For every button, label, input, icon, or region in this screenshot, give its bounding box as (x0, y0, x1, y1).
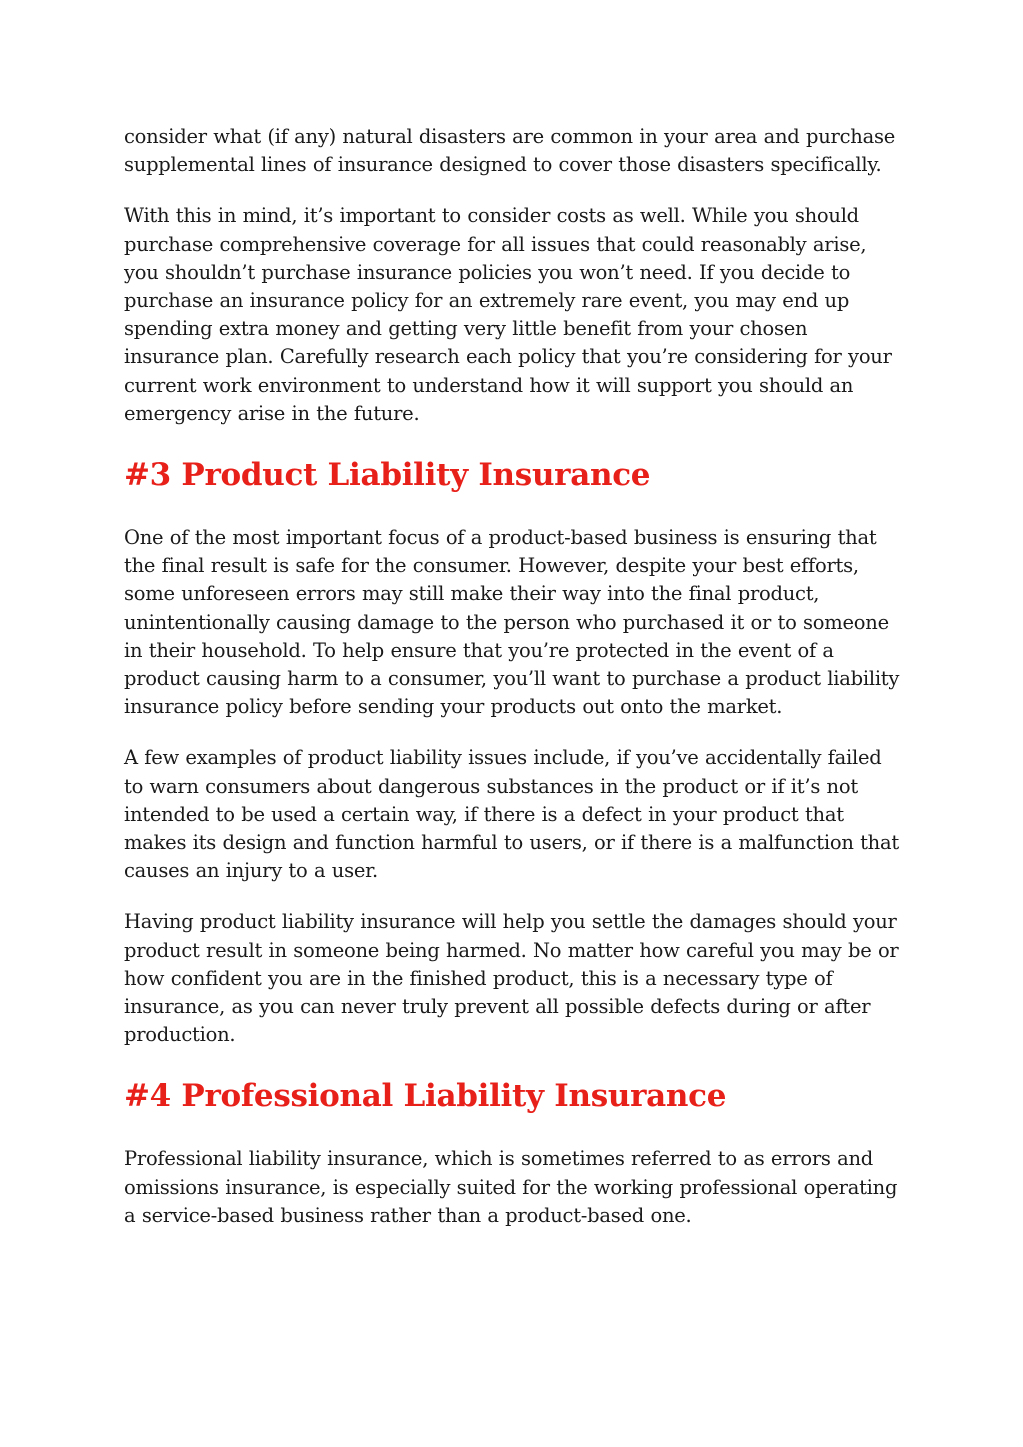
section-heading-professional-liability: #4 Professional Liability Insurance (124, 1078, 727, 1115)
body-paragraph: A few examples of product liability issues include, if you’ve accidentally failed to warn consumers about dangerous substances in the product or if it’s not intended to be used a certain way, if there is a defect in your product that makes its design and function harmful to users, or if there is a malfunction that causes an injury to a user. (124, 746, 899, 883)
document-page (124, 123, 904, 1230)
body-paragraph: One of the most important focus of a product-based business is ensuring that the final result is safe for the consumer. However, despite your best efforts, some unforeseen errors may still make their way into the final product, unintentionally causing damage to the person who purchased it or to someone in their household. To help ensure that you’re protected in the event of a product causing harm to a consumer, you’ll want to purchase a product liability insurance policy before sending your products out onto the market. (124, 526, 900, 719)
body-paragraph: Having product liability insurance will help you settle the damages should your product result in someone being harmed. No matter how careful you may be or how confident you are in the finished product, this is a necessary type of insurance, as you can never truly prevent all possible defects during or after production. (124, 910, 899, 1047)
body-paragraph: Professional liability insurance, which is sometimes referred to as errors and omissions insurance, is especially suited for the working professional operating a service-based business rather than a product-based one. (124, 1147, 898, 1227)
section-heading-product-liability: #3 Product Liability Insurance (124, 457, 651, 494)
body-paragraph: With this in mind, it’s important to consider costs as well. While you should purchase comprehensive coverage for all issues that could reasonably arise, you shouldn’t purchase insurance policies you won’t need. If you decide to purchase an insurance policy for an extremely rare event, you may end up spending extra money and getting very little benefit from your chosen insurance plan. Carefully research each policy that you’re considering for your current work environment to understand how it will support you should an emergency arise in the future. (124, 204, 892, 425)
body-paragraph: consider what (if any) natural disasters are common in your area and purchase supplemental lines of insurance designed to cover those disasters specifically. (124, 125, 896, 177)
